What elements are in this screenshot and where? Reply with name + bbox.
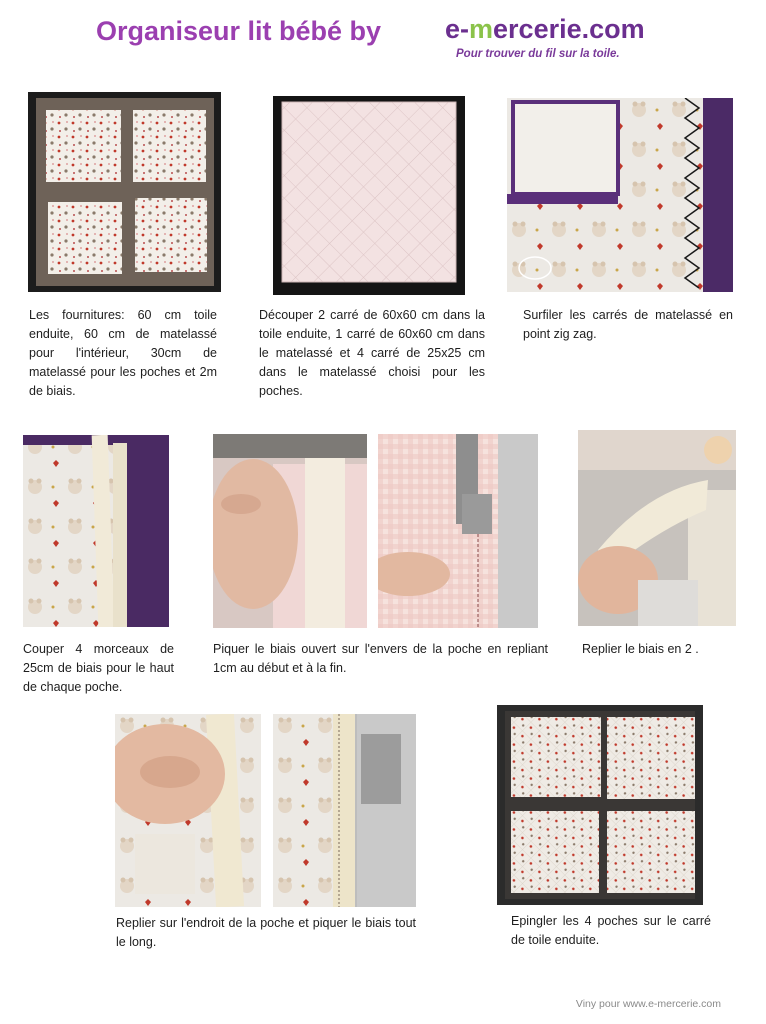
brand-prefix: e- (445, 14, 470, 44)
photo-sewing-foot (378, 434, 538, 628)
photo-quilted-square (273, 96, 465, 295)
page-title: Organiseur lit bébé by (96, 16, 382, 46)
photo-supplies (28, 92, 221, 292)
brand-logo[interactable] (445, 14, 645, 45)
photo-bias-folded (578, 430, 736, 626)
step-3-caption: Surfiler les carrés de matelassé en point zig zag. (523, 308, 733, 341)
step-7-caption: Replier sur l'endroit de la poche et piquer le biais tout le long. (116, 916, 416, 949)
footer-credit: Viny pour www.e-mercerie.com (575, 998, 721, 1010)
step-1-caption: Les fournitures: 60 cm toile enduite, 60 cm de matelassé pour l'intérieur, 30cm de matelassé pour les poches et 2m de biais. (29, 308, 217, 398)
photo-zigzag (507, 98, 733, 292)
photo-bias-fold (213, 434, 367, 628)
brand-tagline: Pour trouver du fil sur la toile. (456, 48, 620, 60)
photo-pinned-pockets (497, 705, 703, 905)
photo-stitch-bias (273, 714, 416, 907)
step-2-caption: Découper 2 carré de 60x60 cm dans la toile enduite, 1 carré de 60x60 cm dans le matelassé et 4 carré de 25x25 cm dans le matelassé choisi pour les poches. (259, 308, 485, 398)
step-5-caption: Piquer le biais ouvert sur l'envers de la poche en repliant 1cm au début et à la fin. (213, 642, 548, 675)
step-4-caption: Couper 4 morceaux de 25cm de biais pour le haut de chaque poche. (23, 642, 174, 694)
step-6-caption: Replier le biais en 2 . (582, 642, 699, 656)
step-8-caption: Epingler les 4 poches sur le carré de toile enduite. (511, 914, 711, 947)
brand-suffix: ercerie.com (493, 14, 645, 44)
photo-bias-strips (23, 435, 169, 627)
brand-accent: m (469, 14, 494, 44)
photo-fold-right-side (115, 714, 261, 907)
